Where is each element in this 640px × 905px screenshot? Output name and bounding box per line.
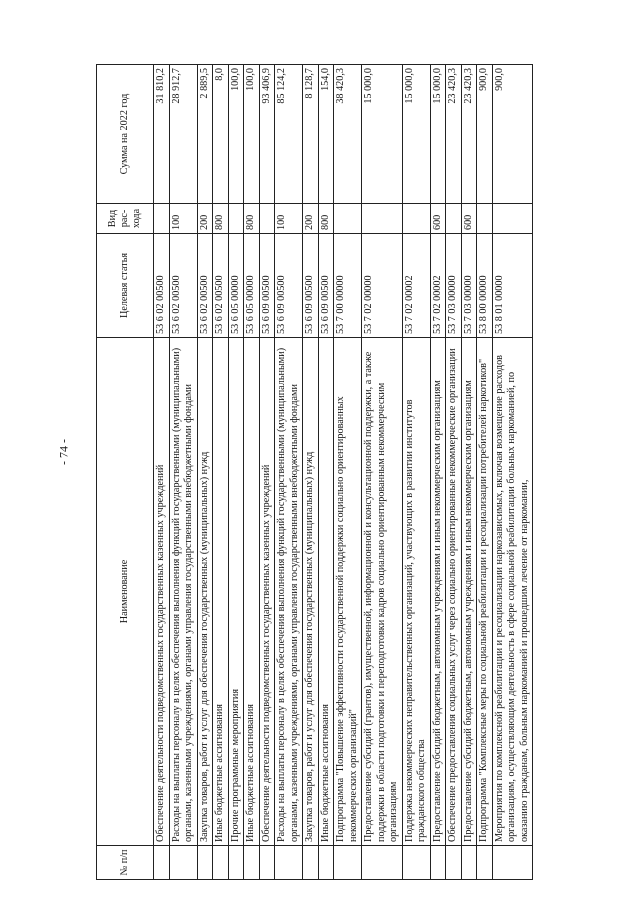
row-number <box>402 846 430 880</box>
row-amount: 93 406,9 <box>259 65 275 204</box>
row-number <box>275 846 303 880</box>
table-row <box>402 65 430 880</box>
row-name: Закупка товаров, работ и услуг для обеспечения государственных (муниципальных) нужд <box>303 338 319 846</box>
table-row <box>492 65 533 880</box>
row-amount: 8,0 <box>213 65 229 204</box>
row-expense-type: 800 <box>244 204 260 234</box>
table-row <box>303 65 319 880</box>
row-name: Иные бюджетные ассигнования <box>318 338 334 846</box>
row-name: Иные бюджетные ассигнования <box>244 338 260 846</box>
row-expense-type: 600 <box>461 204 477 234</box>
row-number <box>197 846 213 880</box>
row-name: Обеспечение предоставления социальных услуг через социально ориентированные некоммерческие организации <box>446 338 462 846</box>
row-target-code: 53 6 02 00500 <box>213 234 229 338</box>
table-row <box>244 65 260 880</box>
row-number <box>477 846 493 880</box>
row-name: Поддержка некоммерческих неправительственных организаций, участвующих в развитии институтов гражданского общества <box>402 338 430 846</box>
row-amount: 900,0 <box>477 65 493 204</box>
row-number <box>492 846 533 880</box>
row-name: Обеспечение деятельности подведомственных государственных казенных учреждений <box>154 338 170 846</box>
row-expense-type: 800 <box>318 204 334 234</box>
budget-table-rotated <box>96 65 612 880</box>
table-body <box>154 65 533 880</box>
table-row <box>228 65 244 880</box>
row-amount: 15 000,0 <box>362 65 403 204</box>
row-number <box>303 846 319 880</box>
table-row <box>197 65 213 880</box>
row-number <box>213 846 229 880</box>
row-amount: 2 889,5 <box>197 65 213 204</box>
row-target-code: 53 6 09 00500 <box>303 234 319 338</box>
table-row <box>169 65 197 880</box>
row-number <box>259 846 275 880</box>
row-target-code: 53 6 02 00500 <box>169 234 197 338</box>
row-expense-type <box>492 204 533 234</box>
row-expense-type <box>362 204 403 234</box>
row-target-code: 53 7 03 00000 <box>461 234 477 338</box>
header-sum: Сумма на 2022 год <box>97 65 154 204</box>
row-amount: 15 000,0 <box>430 65 446 204</box>
row-expense-type: 100 <box>169 204 197 234</box>
header-num: № п/п <box>97 846 154 880</box>
row-target-code: 53 6 09 00500 <box>318 234 334 338</box>
row-amount: 38 420,3 <box>334 65 362 204</box>
row-target-code: 53 6 02 00500 <box>154 234 170 338</box>
header-kind: Вид рас-хода <box>97 204 154 234</box>
table-row <box>334 65 362 880</box>
table-row <box>446 65 462 880</box>
row-expense-type <box>154 204 170 234</box>
row-target-code: 53 6 05 00000 <box>228 234 244 338</box>
row-amount: 100,0 <box>244 65 260 204</box>
table-row <box>461 65 477 880</box>
row-amount: 154,0 <box>318 65 334 204</box>
row-target-code: 53 6 09 00500 <box>259 234 275 338</box>
row-number <box>446 846 462 880</box>
row-name: Предоставление субсидий (грантов), имущественной, информационной и консультационной поддержки, а также поддержки в области подготовки и переподготовки кадров социально ориентированным некоммерческим организациям <box>362 338 403 846</box>
table-row <box>154 65 170 880</box>
row-amount: 900,0 <box>492 65 533 204</box>
row-target-code: 53 8 01 00000 <box>492 234 533 338</box>
row-number <box>169 846 197 880</box>
table-row <box>259 65 275 880</box>
row-amount: 85 124,2 <box>275 65 303 204</box>
row-expense-type <box>477 204 493 234</box>
table-row <box>275 65 303 880</box>
row-name: Обеспечение деятельности подведомственных государственных казенных учреждений <box>259 338 275 846</box>
row-name: Иные бюджетные ассигнования <box>213 338 229 846</box>
budget-table <box>96 64 533 880</box>
row-target-code: 53 6 09 00500 <box>275 234 303 338</box>
row-number <box>318 846 334 880</box>
row-amount: 23 420,3 <box>446 65 462 204</box>
row-name: Мероприятия по комплексной реабилитации и ресоциализации наркозависимых, включая возмещение расходов организациям, осуществляющим деятельность в сфере социальной реабилитации больных наркоманией, по оказанию гражданам, больным наркоманией и прошедшим лечение от наркомании, <box>492 338 533 846</box>
row-target-code: 53 8 00 00000 <box>477 234 493 338</box>
row-expense-type <box>228 204 244 234</box>
row-name: Подпрограмма "Комплексные меры по социальной реабилитации и ресоциализации потребителей наркотиков" <box>477 338 493 846</box>
row-expense-type: 600 <box>430 204 446 234</box>
row-amount: 100,0 <box>228 65 244 204</box>
row-target-code: 53 7 02 00000 <box>362 234 403 338</box>
row-number <box>430 846 446 880</box>
row-name: Расходы на выплаты персоналу в целях обеспечения выполнения функций государственными (муниципальными) органами, казенными учреждениями, органами управления государственными внебюджетными фондами <box>169 338 197 846</box>
row-target-code: 53 7 02 00002 <box>402 234 430 338</box>
table-row <box>213 65 229 880</box>
row-amount: 15 000,0 <box>402 65 430 204</box>
row-expense-type <box>259 204 275 234</box>
row-number <box>362 846 403 880</box>
row-expense-type <box>402 204 430 234</box>
row-number <box>334 846 362 880</box>
table-row <box>318 65 334 880</box>
row-name: Закупка товаров, работ и услуг для обеспечения государственных (муниципальных) нужд <box>197 338 213 846</box>
row-target-code: 53 6 05 00000 <box>244 234 260 338</box>
row-number <box>244 846 260 880</box>
row-number <box>461 846 477 880</box>
table-row <box>477 65 493 880</box>
row-expense-type: 800 <box>213 204 229 234</box>
table-row <box>430 65 446 880</box>
row-amount: 28 912,7 <box>169 65 197 204</box>
row-amount: 31 810,2 <box>154 65 170 204</box>
row-name: Предоставление субсидий бюджетным, автономным учреждениям и иным некоммерческим организациям <box>430 338 446 846</box>
row-amount: 23 420,3 <box>461 65 477 204</box>
row-name: Подпрограмма "Повышение эффективности государственной поддержки социально ориентированных некоммерческих организаций" <box>334 338 362 846</box>
row-number <box>228 846 244 880</box>
header-name: Наименование <box>97 338 154 846</box>
row-name: Предоставление субсидий бюджетным, автономным учреждениям и иным некоммерческим организациям <box>461 338 477 846</box>
table-header-row <box>97 65 154 880</box>
row-number <box>154 846 170 880</box>
row-expense-type: 200 <box>303 204 319 234</box>
row-expense-type: 200 <box>197 204 213 234</box>
row-target-code: 53 7 03 00000 <box>446 234 462 338</box>
row-expense-type <box>334 204 362 234</box>
header-code: Целевая статья <box>97 234 154 338</box>
row-amount: 8 128,7 <box>303 65 319 204</box>
row-expense-type: 100 <box>275 204 303 234</box>
row-target-code: 53 6 02 00500 <box>197 234 213 338</box>
row-name: Расходы на выплаты персоналу в целях обеспечения выполнения функций государственными (муниципальными) органами, казенными учреждениями, органами управления государственными внебюджетными фондами <box>275 338 303 846</box>
table-row <box>362 65 403 880</box>
page-number: - 74 - <box>56 439 71 465</box>
row-target-code: 53 7 02 00002 <box>430 234 446 338</box>
row-expense-type <box>446 204 462 234</box>
row-target-code: 53 7 00 00000 <box>334 234 362 338</box>
row-name: Прочие программные мероприятия <box>228 338 244 846</box>
